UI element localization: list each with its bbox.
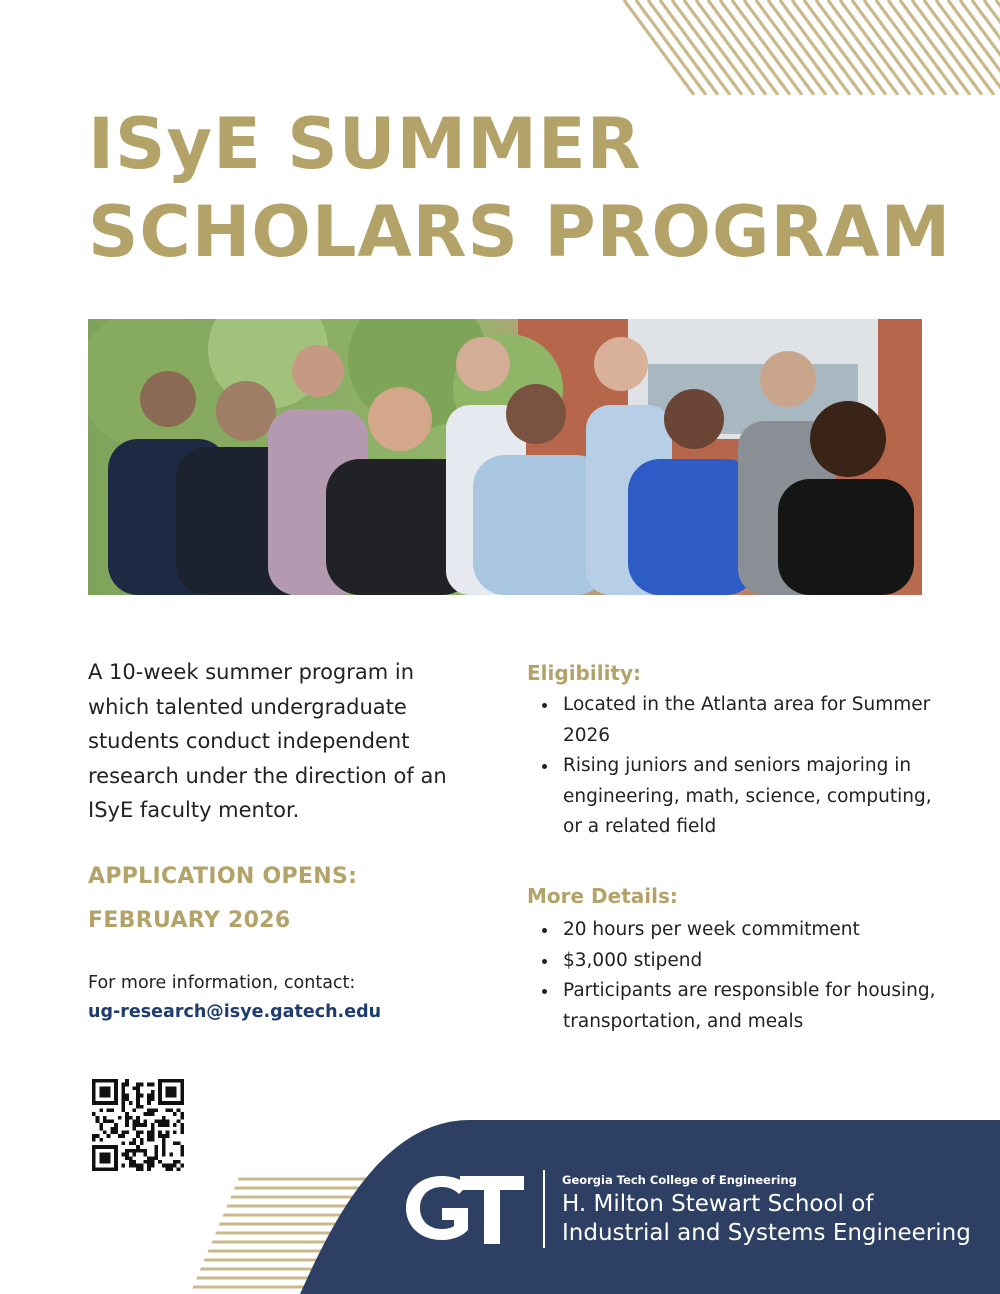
contact-email-link[interactable]: ug-research@isye.gatech.edu — [88, 1002, 382, 1022]
college-name: Georgia Tech College of Engineering — [562, 1173, 797, 1187]
application-date: FEBRUARY 2026 — [88, 908, 291, 933]
more-details-heading: More Details: — [527, 884, 678, 908]
title-line-1: ISyE SUMMER — [88, 103, 642, 185]
footer-divider — [543, 1170, 545, 1248]
gt-logo-icon — [402, 1168, 528, 1248]
contact-label: For more information, contact: — [88, 973, 356, 993]
school-name — [562, 1190, 992, 1248]
page-title — [88, 100, 968, 276]
list-item: Located in the Atlanta area for Summer 2026 — [527, 690, 947, 751]
school-name-line-2: Industrial and Systems Engineering — [562, 1220, 971, 1246]
list-item: $3,000 stipend — [527, 946, 947, 977]
list-item: Participants are responsible for housing, transportation, and meals — [527, 976, 947, 1037]
school-name-line-1: H. Milton Stewart School of — [562, 1191, 874, 1217]
group-photo — [88, 319, 922, 595]
list-item: Rising juniors and seniors majoring in engineering, math, science, computing, or a related field — [527, 751, 947, 843]
more-details-list — [527, 915, 947, 1037]
decorative-stripes-top — [600, 0, 1000, 95]
program-description: A 10-week summer program in which talented undergraduate students conduct independent research under the direction of an ISyE faculty mentor. — [88, 660, 447, 822]
title-line-2: SCHOLARS PROGRAM — [88, 191, 952, 273]
group-photo-students-icon — [88, 319, 922, 595]
eligibility-list — [527, 690, 947, 843]
list-item: 20 hours per week commitment — [527, 915, 947, 946]
eligibility-heading: Eligibility: — [527, 661, 642, 685]
application-opens-label: APPLICATION OPENS: — [88, 864, 358, 889]
